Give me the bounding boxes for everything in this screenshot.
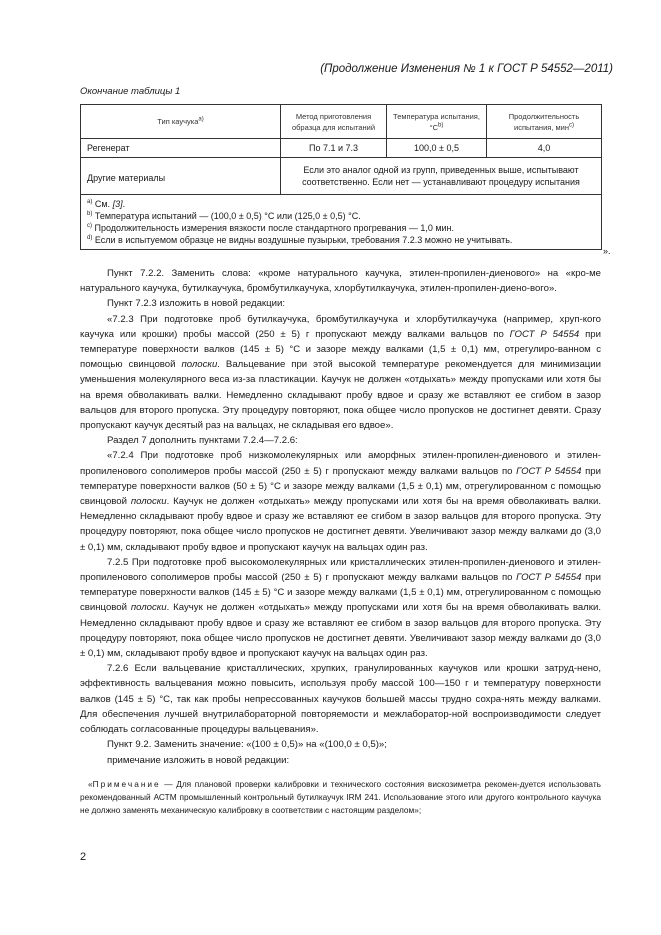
note-block: «Примечание — Для плановой проверки калибровки и технического состояния вискозиметра рекомен-дуется использовать рекомендованный АСТМ промышленный контрольный бутилкаучук IRM 241. Использование этого или другого контрольного каучука не должно заменять механическую калибровку в соответствии с настоящим разделом»; [80,779,601,816]
header-temperature: Температура испытания, $^\circ С^{b)}$ [387,105,487,139]
paragraph: Пункт 9.2. Заменить значение: «(100 ± 0,5)» на «(100,0 ± 0,5)»; [107,739,387,751]
paragraph: «7.2.3 При подготовке проб бутилкаучука, бромбутилкаучука и хлорбутилкаучука (например, хруп-кого каучука или крошки) пробы массой (250 ± 5) г пропускают между валками вальцов по ГОСТ Р 54554 при температуре поверхности валков (145 ± 5) °С и зазоре между валками (1,5 ± 0,1) мм, отрегулиро-ванном с помощью свинцовой полоски. Вальцевание при этой высокой температуре рекомендуется для минимизации уменьшения молекулярного веса из-за пластикации. Каучук не должен «отдыхать» между пропусками или хотя бы на время обволакивать валки. Немедленно складывают пробу вдвое и сразу же вставляют ее сгибом в зазор вальцов для второго пропуска. Эту процедуру повторяют, пока общее число пропусков не достигнет девяти. Сразу пропускают каучук десятый раз на вальцах, не складывая его вдвое». [80,313,602,432]
table-footnotes-row [81,195,602,250]
paragraph: 7.2.6 Если вальцевание кристаллических, хрупких, гранулированных каучуков или крошки затруд-нено, эффективность вальцевания можно повысить, используя пробу массой 100—150 г и температуру поверхности валков (145 ± 5) °С, так как пробы непрессованных каучуков большей массы трудно сохра-нять между валками. Для обеспечения лучшей внутрилабораторной повторяемости и межлаборатор-ной воспроизводимости следует соблюдать согласованные процедуры вальцевания». [80,663,601,736]
cell-method: По 7.1 и 7.3 [281,139,387,158]
cell-type: Регенерат [81,139,281,158]
paragraph: Раздел 7 дополнить пунктами 7.2.4—7.2.6: [107,435,298,447]
footnote: $^{a)}$ См. [3]. [87,199,126,209]
header-duration: Продолжительность испытания, мин$^{c)}$ [487,105,602,139]
footnote: $^{c)}$ Продолжительность измерения вязкости после стандартного прогревания — 1,0 мин. [87,223,455,233]
document-body [80,266,601,768]
paragraph: примечание изложить в новой редакции: [107,754,290,766]
cell-temperature: 100,0 ± 0,5 [387,139,487,158]
rubber-table [80,104,602,250]
page-header: (Продолжение Изменения № 1 к ГОСТ Р 54552—2011) [320,63,613,75]
quote-close: ». [603,246,611,256]
table-row [81,139,602,158]
cell-merged: Если это аналог одной из групп, приведенных выше, испытывают соответственно. Если нет — устанавливают процедуру испытания [281,158,602,195]
paragraph: «7.2.4 При подготовке проб низкомолекулярных или аморфных этилен-пропилен-диенового и этилен-пропиленового сополимеров пробы массой (250 ± 5) г пропускают между валками вальцов по ГОСТ Р 54554 при температуре поверхности валков (50 ± 5) °С и зазоре между валками (1,5 ± 0,1) мм, отрегулированном с помощью свинцовой полоски. Каучук не должен «отдыхать» между пропусками или хотя бы на время обволакивать валки. Немедленно складывают пробу вдвое и сразу же вставляют ее сгибом в зазор вальцов для второго пропуска. Эту процедуру повторяют, пока общее число пропусков не достигнет девяти. Увеличивают зазор между валками до (3,0 ± 0,1) мм, складывают пробу вдвое и пропускают каучук на вальцах один раз. [80,450,602,553]
table-caption: Окончание таблицы 1 [80,86,181,97]
page-number: 2 [80,851,87,863]
paragraph: Пункт 7.2.2. Заменить слова: «кроме натурального каучука, этилен-пропилен-диенового» на «кро-ме натурального каучука, бутилкаучука, бромбутилкаучука, хлорбутилкаучука, этилен-пропилен-диено-вого». [80,268,601,295]
table-header-row [81,105,602,139]
paragraph: Пункт 7.2.3 изложить в новой редакции: [107,298,285,310]
paragraph: 7.2.5 При подготовке проб высокомолекулярных или кристаллических этилен-пропилен-диенового и этилен-пропиленового сополимеров пробы массой (250 ± 5) г пропускают между валками вальцов по ГОСТ Р 54554 при температуре поверхности валков (145 ± 5) °С и зазоре между валками (1,5 ± 0,1) мм, отрегулированном с помощью свинцовой полоски. Каучук не должен «отдыхать» между пропусками или хотя бы на время обволакивать валки. Немедленно складывают пробу вдвое и сразу же вставляют ее сгибом в зазор вальцов для второго пропуска. Эту процедуру повторяют, пока общее число пропусков не достигнет девяти. Увеличивают зазор между валками до (3,0 ± 0,1) мм, складывают пробу вдвое и пропускают каучук на вальцах один раз. [80,556,602,660]
footnote: $^{b)}$ Температура испытаний — (100,0 ± 0,5) °С или (125,0 ± 0,5) °С. [87,211,361,221]
table-row [81,158,602,195]
cell-duration: 4,0 [487,139,602,158]
footnote: $^{d)}$ Если в испытуемом образце не видны воздушные пузырьки, требования 7.2.3 можно не учитывать. [87,235,513,245]
cell-type: Другие материалы [81,158,281,195]
header-rubber-type: Тип каучука$^{a)}$ [81,105,281,139]
header-method: Метод приготовления образца для испытаний [281,105,387,139]
note-label: Примечание [92,779,161,789]
